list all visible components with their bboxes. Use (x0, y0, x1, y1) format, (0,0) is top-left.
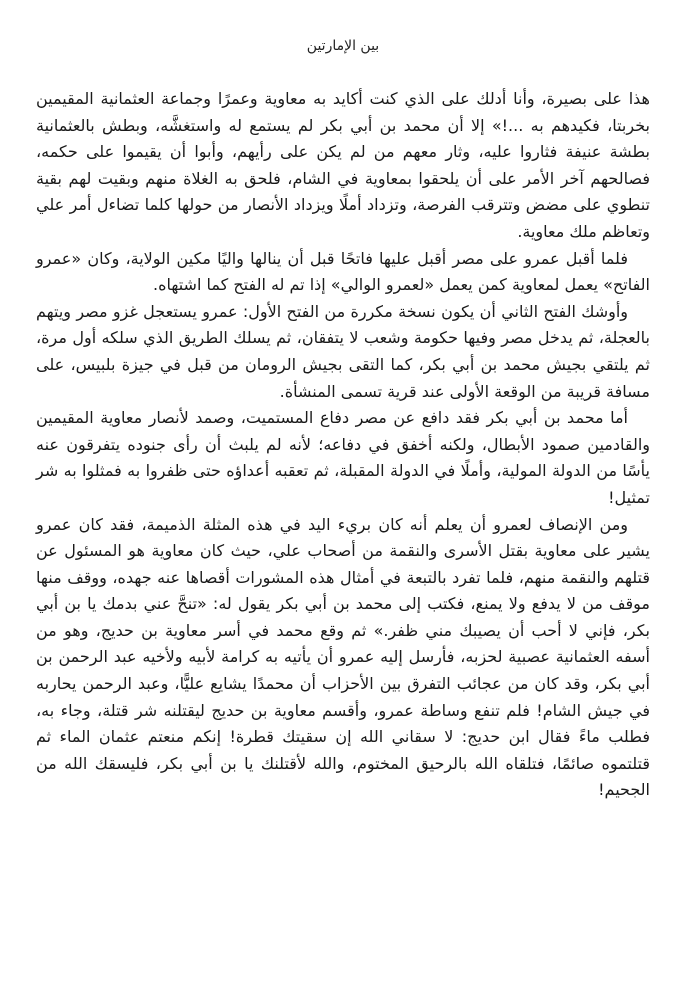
paragraph-5: ومن الإنصاف لعمرو أن يعلم أنه كان بريء اليد في هذه المثلة الذميمة، فقد كان عمرو يشير على معاوية بقتل الأسرى والنقمة من أصحاب علي، حيث كان معاوية هو المسئول عن قتلهم والنقمة منهم، فلما تفرد بالتبعة في أمثال هذه المشورات أقصاها عنه جهده، ووقف منها موقف من لا يدفع ولا يمنع، فكتب إلى محمد بن أبي بكر يقول له: «تنحَّ عني بدمك يا بن أبي بكر، فإني لا أحب أن يصيبك مني ظفر.» ثم وقع محمد في أسر معاوية بن حديج، وهو من أسفه العثمانية عصبية لحزبه، فأرسل إليه عمرو أن يأتيه به كرامة لأبيه ولأخيه عبد الرحمن بن أبي بكر، وقد كان من عجائب التفرق بين الأحزاب أن محمدًا يشايع عليًّا، وعبد الرحمن يحاربه في جيش الشام! فلم تنفع وساطة عمرو، وأقسم معاوية بن حديج ليقتلنه شر قتلة، وجاء به، فطلب ماءً فقال ابن حديج: لا سقاني الله إن سقيتك قطرة! إنكم منعتم عثمان الماء ثم قتلتموه صائمًا، فتلقاه الله بالرحيق المختوم، والله لأقتلنك يا بن أبي بكر، فليسقك الله من الجحيم! (36, 514, 650, 800)
paragraph-1: هذا على بصيرة، وأنا أدلك على الذي كنت أكايد به معاوية وعمرًا وجماعة العثمانية المقيمين بخربتا، فكيدهم به ...!» إلا أن محمد بن أبي بكر لم يستمع له واستغشَّه، وبطش بالعثمانية بطشة عنيفة فثاروا عليه، وثار معهم من لم يكن على رأيهم، وأبوا أن يقيموا على حكمه، فصالحهم آخر الأمر على أن يلحقوا بمعاوية في الشام، فلحق به الغلاة منهم وبقيت لهم بقية تنطوي على مضض وتترقب الفرصة، وتزداد أملًا ويزداد الأنصار من حولها كلما تضاءل أمر علي وتعاظم ملك معاوية. (36, 89, 650, 241)
body-text (36, 86, 650, 804)
paragraph-3: وأوشك الفتح الثاني أن يكون نسخة مكررة من الفتح الأول: عمرو يستعجل غزو مصر ويتهم بالعجلة، ثم يدخل مصر وفيها حكومة وشعب لا يتفقان، ثم يسلك الطريق الذي سلكه أول مرة، ثم يلتقي بجيش محمد بن أبي بكر، كما التقى بجيش الرومان من قبل في جيزة بلبيس، على مسافة قريبة من الوقعة الأولى عند قرية تسمى المنشأة. (36, 301, 650, 401)
paragraph-2: فلما أقبل عمرو على مصر أقبل عليها فاتحًا قبل أن ينالها واليًا مكين الولاية، وكان «عمرو الفاتح» يعمل لمعاوية كمن يعمل «لعمرو الوالي» إذا تم له الفتح كما اشتهاه. (36, 248, 650, 295)
running-header: بين الإمارتين (306, 38, 380, 54)
paragraph-4: أما محمد بن أبي بكر فقد دافع عن مصر دفاع المستميت، وصمد لأنصار معاوية المقيمين والقادمين صمود الأبطال، ولكنه أخفق في دفاعه؛ لأنه لم يلبث أن رأى جنوده يتفرقون عنه يأسًا من الدولة المولية، وأملًا في الدولة المقبلة، ثم تعقبه أعداؤه حتى ظفروا به فمثلوا به شر تمثيل! (36, 408, 650, 507)
